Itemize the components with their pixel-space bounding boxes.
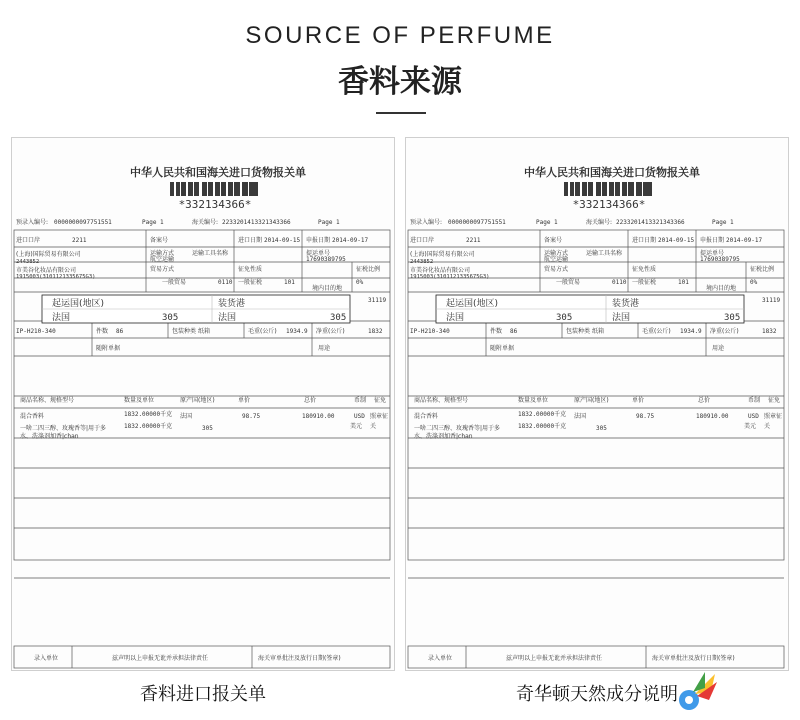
col-currency-header: 币制	[354, 397, 367, 404]
loading-port-label: 装货港	[218, 299, 246, 309]
item-qty: 1832.00000千克	[518, 411, 567, 418]
item-currency-name: 美元	[744, 423, 757, 430]
item-desc: 一啥二四三醇、玫瑰香等|用于多	[20, 425, 107, 432]
tax-code: 101	[284, 279, 295, 286]
loading-port-code: 305	[724, 313, 741, 323]
item-exemption: 照章征	[370, 413, 389, 420]
item-exemption: 照章征	[764, 413, 783, 420]
origin-country: 法国	[446, 313, 465, 323]
item-currency: USD	[354, 413, 365, 420]
tax-rate-label: 征税比例	[750, 266, 775, 273]
page-number: Page 1	[142, 219, 164, 226]
col-price-header: 单价	[632, 397, 645, 404]
item-qty-2: 1832.00000千克	[518, 423, 567, 430]
loading-port: 法国	[218, 313, 237, 323]
destination-code: 31119	[368, 297, 387, 304]
transport-mode: 航空运输	[150, 256, 175, 263]
origin-country-label: 起运国(地区)	[52, 299, 105, 309]
net-weight-label: 净重(公斤)	[710, 328, 739, 335]
col-qty-header: 数量及单位	[518, 397, 549, 404]
transport-mode-label: 运输方式	[544, 250, 569, 257]
col-currency-header: 币制	[748, 397, 761, 404]
gross-weight-label: 毛重(公斤)	[248, 328, 277, 335]
item-price: 98.75	[242, 413, 261, 420]
marks-label: 随附单据	[490, 345, 515, 352]
transport-tool-label: 运输工具名称	[586, 250, 623, 257]
trade-mode-label: 贸易方式	[544, 266, 569, 273]
col-origin-header: 原产国(地区)	[180, 397, 215, 404]
tax-nature: 一般征税	[632, 279, 657, 286]
packing-label: 包装种类	[566, 328, 591, 335]
footer-declare-label: 兹声明以上申报无讹并承担法律责任	[506, 655, 603, 662]
usage-label: 用途	[712, 345, 725, 352]
customs-number-label: 海关编号:	[192, 219, 219, 226]
trade-mode: 一般贸易	[162, 279, 187, 286]
pre-entry-label: 预录入编号:	[410, 219, 443, 226]
tax-nature-label: 征免性质	[238, 266, 263, 273]
bill-number: 17690389795	[700, 256, 740, 263]
customs-declaration-left	[12, 138, 394, 670]
item-exemption-2: 关	[764, 423, 771, 430]
item-qty: 1832.00000千克	[124, 411, 173, 418]
item-name: 混合香料	[20, 413, 45, 420]
loading-port-code: 305	[330, 313, 347, 323]
origin-overlay-box	[436, 295, 744, 323]
item-origin: 法国	[574, 413, 587, 420]
record-number-label: 备案号	[150, 237, 169, 244]
footer-entry-label: 录入单位	[34, 655, 59, 662]
tax-nature: 一般征税	[238, 279, 263, 286]
form-title: 中华人民共和国海关进口货物报关单	[524, 166, 700, 179]
footer-declare-label: 兹声明以上申报无讹并承担法律责任	[112, 655, 209, 662]
watermark-logo-icon	[675, 670, 719, 714]
declare-date-label: 申报日期	[700, 237, 725, 244]
transport-mode-label: 运输方式	[150, 250, 175, 257]
origin-overlay-box	[42, 295, 350, 323]
gross-weight-label: 毛重(公斤)	[642, 328, 671, 335]
declare-date: 2014-09-17	[726, 237, 763, 244]
declaration-form	[14, 165, 390, 668]
header-divider	[376, 112, 426, 114]
left-document-caption: 香料进口报关单	[140, 684, 266, 705]
bill-number-label: 提运单号	[700, 250, 725, 257]
tax-rate-label: 征税比例	[356, 266, 381, 273]
destination-code: 31119	[762, 297, 781, 304]
net-weight: 1832	[368, 328, 383, 335]
company-code: 2443852	[16, 259, 40, 265]
import-date-label: 进口日期	[632, 237, 657, 244]
header-title-en: SOURCE OF PERFUME	[245, 22, 555, 49]
import-date: 2014-09-15	[264, 237, 301, 244]
item-code-2: 305	[596, 425, 607, 432]
page-number-2: Page 1	[318, 219, 340, 226]
col-exemption-header: 征免	[374, 397, 387, 404]
item-origin: 法国	[180, 413, 193, 420]
page-number-2: Page 1	[712, 219, 734, 226]
declaration-form	[408, 165, 784, 668]
company-line: (上海)国际贸易有限公司	[410, 251, 475, 258]
customs-declaration-right	[406, 138, 788, 670]
tax-code: 101	[678, 279, 689, 286]
origin-country-label: 起运国(地区)	[446, 299, 499, 309]
net-weight: 1832	[762, 328, 777, 335]
import-date: 2014-09-15	[658, 237, 695, 244]
tax-rate: 0%	[750, 279, 758, 286]
form-title: 中华人民共和国海关进口货物报关单	[130, 166, 306, 179]
pieces: 86	[116, 328, 124, 335]
item-total: 180910.00	[302, 413, 335, 420]
barcode-number: *332134366*	[178, 198, 252, 211]
tax-rate: 0%	[356, 279, 364, 286]
col-price-header: 单价	[238, 397, 251, 404]
col-qty-header: 数量及单位	[124, 397, 155, 404]
consignee-line: 市美谷化妆品有限公司	[410, 267, 471, 274]
origin-country: 法国	[52, 313, 71, 323]
import-date-label: 进口日期	[238, 237, 263, 244]
item-currency-name: 美元	[350, 423, 363, 430]
origin-country-code: 305	[556, 313, 573, 323]
origin-country-code: 305	[162, 313, 179, 323]
barcode-number: *332134366*	[572, 198, 646, 211]
bill-number: 17690389795	[306, 256, 346, 263]
transport-tool-label: 运输工具名称	[192, 250, 229, 257]
col-item-header: 商品名称、规格型号	[20, 397, 75, 404]
item-currency: USD	[748, 413, 759, 420]
item-price: 98.75	[636, 413, 655, 420]
destination-label: 境内目的地	[706, 285, 737, 292]
packing: 纸箱	[592, 328, 605, 335]
barcode	[564, 182, 652, 196]
trade-code: 0110	[218, 279, 233, 286]
port-code: 2211	[466, 237, 481, 244]
consignee-line: 市美谷化妆品有限公司	[16, 267, 77, 274]
packing: 纸箱	[198, 328, 211, 335]
pre-entry-label: 预录入编号:	[16, 219, 49, 226]
pieces: 86	[510, 328, 518, 335]
gross-weight: 1934.9	[286, 328, 308, 335]
company-line: (上海)国际贸易有限公司	[16, 251, 81, 258]
header-title-zh: 香料来源	[338, 64, 462, 100]
transport-mode: 航空运输	[544, 256, 569, 263]
barcode	[170, 182, 258, 196]
consignee-code: 1915003(3101121335675G3)	[410, 274, 490, 280]
trade-code: 0110	[612, 279, 627, 286]
net-weight-label: 净重(公斤)	[316, 328, 345, 335]
item-desc: 一啥二四三醇、玫瑰香等|用于多	[414, 425, 501, 432]
item-qty-2: 1832.00000千克	[124, 423, 173, 430]
item-desc-2: 水、洗涤剂加香|chan	[20, 433, 79, 440]
col-total-header: 总价	[698, 397, 711, 404]
declare-date: 2014-09-17	[332, 237, 369, 244]
col-exemption-header: 征免	[768, 397, 781, 404]
customs-number-label: 海关编号:	[586, 219, 613, 226]
col-item-header: 商品名称、规格型号	[414, 397, 469, 404]
pre-entry-number: 0000000097751551	[54, 219, 112, 226]
license-number: IP-H210-340	[16, 328, 56, 335]
bill-number-label: 提运单号	[306, 250, 331, 257]
item-code-2: 305	[202, 425, 213, 432]
consignee-code: 1915003(3101121335675G3)	[16, 274, 96, 280]
footer-entry-label: 录入单位	[428, 655, 453, 662]
port-label: 进口口岸	[410, 237, 435, 244]
footer-customs-label: 海关审单批注及放行日期(签章)	[258, 655, 341, 662]
loading-port-label: 装货港	[612, 299, 640, 309]
port-label: 进口口岸	[16, 237, 41, 244]
item-exemption-2: 关	[370, 423, 377, 430]
customs-number: 2233201413321343366	[222, 219, 291, 226]
packing-label: 包装种类	[172, 328, 197, 335]
pre-entry-number: 0000000097751551	[448, 219, 506, 226]
item-desc-2: 水、洗涤剂加香|chan	[414, 433, 473, 440]
customs-number: 2233201413321343366	[616, 219, 685, 226]
page-number: Page 1	[536, 219, 558, 226]
loading-port: 法国	[612, 313, 631, 323]
trade-mode-label: 贸易方式	[150, 266, 175, 273]
pieces-label: 件数	[490, 328, 503, 335]
port-code: 2211	[72, 237, 87, 244]
declare-date-label: 申报日期	[306, 237, 331, 244]
gross-weight: 1934.9	[680, 328, 702, 335]
license-number: IP-H210-340	[410, 328, 450, 335]
trade-mode: 一般贸易	[556, 279, 581, 286]
right-document-caption: 奇华顿天然成分说明	[516, 684, 678, 705]
record-number-label: 备案号	[544, 237, 563, 244]
footer-customs-label: 海关审单批注及放行日期(签章)	[652, 655, 735, 662]
col-origin-header: 原产国(地区)	[574, 397, 609, 404]
marks-label: 随附单据	[96, 345, 121, 352]
item-total: 180910.00	[696, 413, 729, 420]
destination-label: 境内目的地	[312, 285, 343, 292]
company-code: 2443852	[410, 259, 434, 265]
usage-label: 用途	[318, 345, 331, 352]
item-name: 混合香料	[414, 413, 439, 420]
pieces-label: 件数	[96, 328, 109, 335]
col-total-header: 总价	[304, 397, 317, 404]
tax-nature-label: 征免性质	[632, 266, 657, 273]
